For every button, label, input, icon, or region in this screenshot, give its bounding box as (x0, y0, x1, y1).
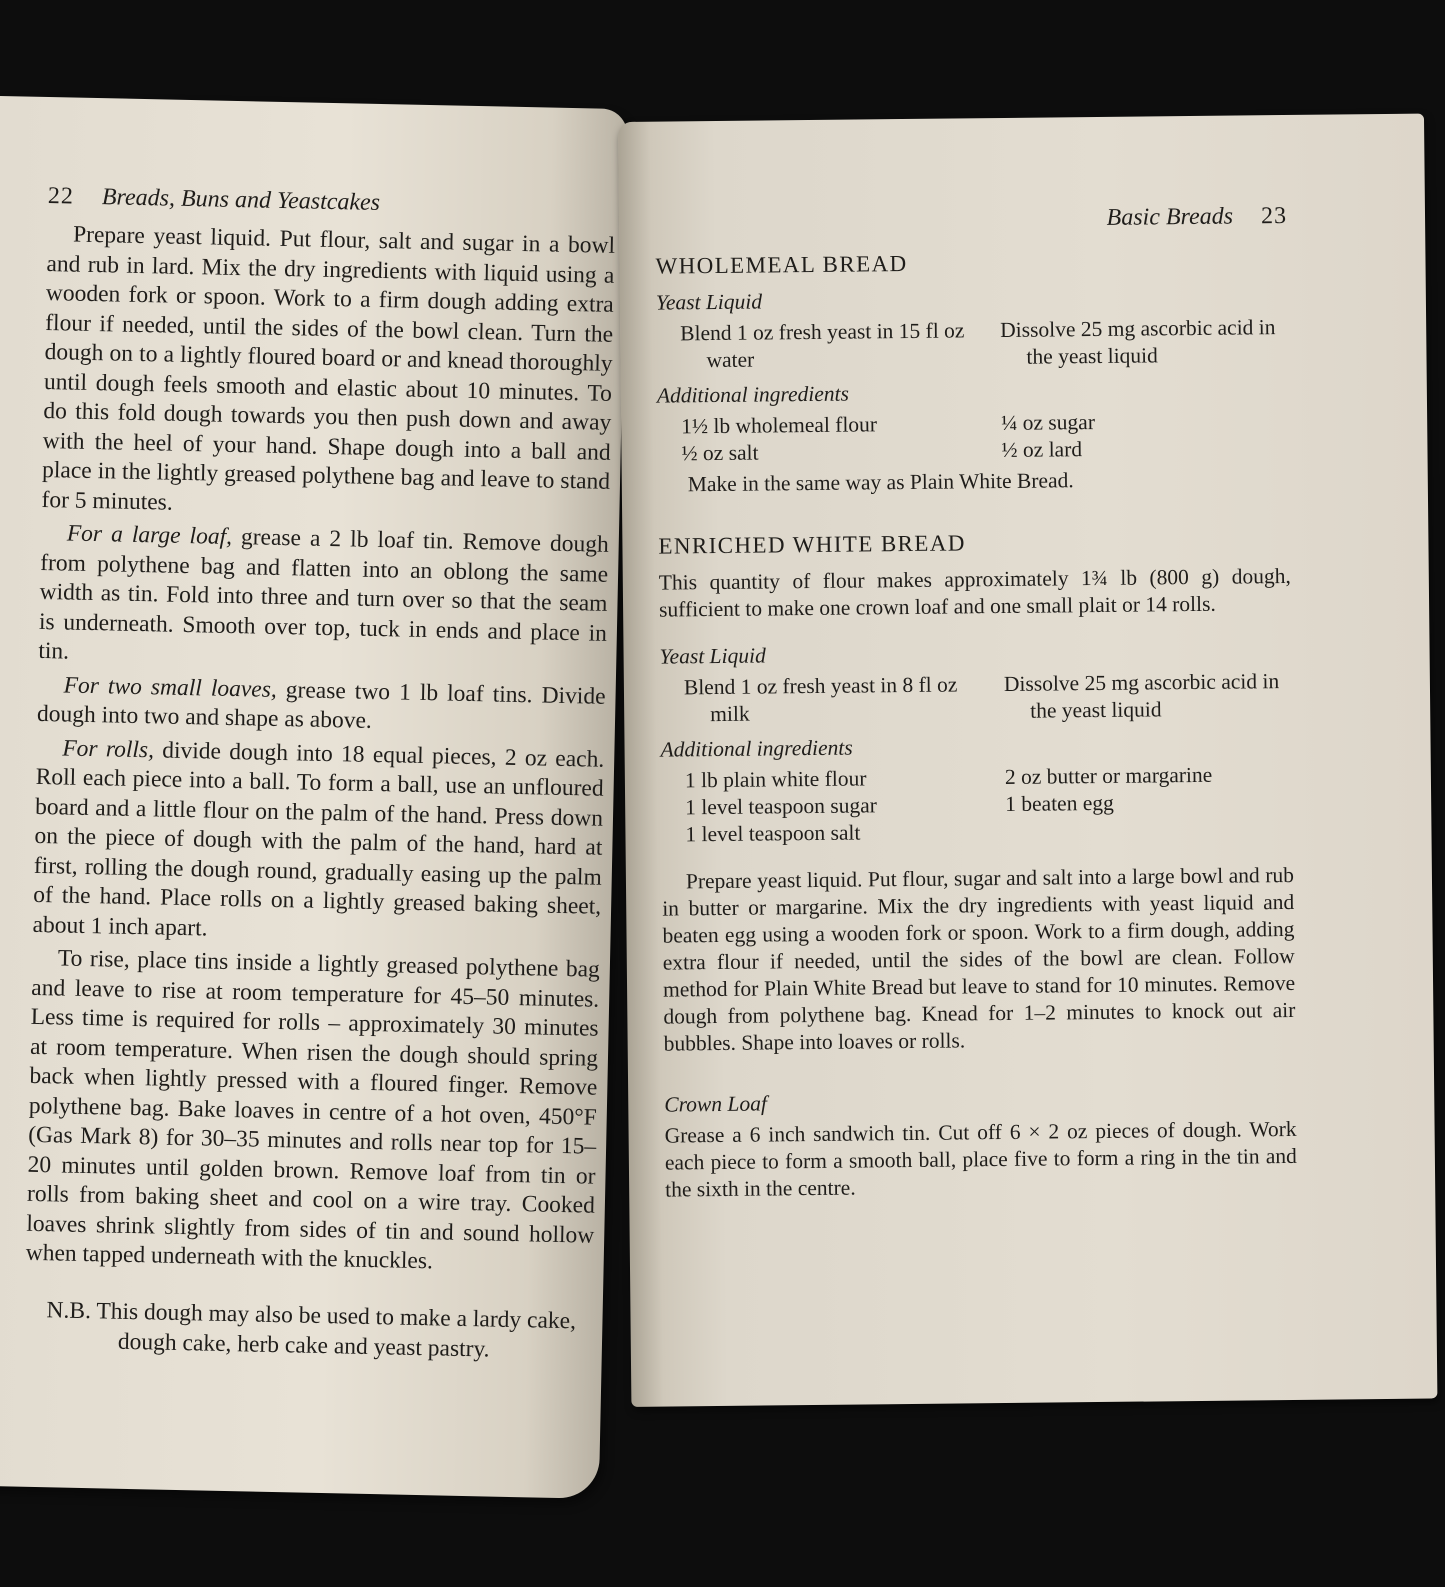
right-running-title: Basic Breads (1106, 203, 1234, 231)
enriched-yeast-liquid (684, 668, 1293, 728)
enriched-yeast-right: Dissolve 25 mg ascorbic acid in the yeast liquid (1003, 669, 1280, 723)
wholemeal-yeast-heading: Yeast Liquid (655, 289, 763, 315)
wholemeal-yeast-right: Dissolve 25 mg ascorbic acid in the yeast liquid (1000, 315, 1276, 369)
right-page-number: 23 (1260, 203, 1288, 230)
wholemeal-title: WHOLEMEAL BREAD (655, 250, 908, 279)
large-loaf-lead: For a large loaf, (66, 520, 233, 550)
paragraph-prepare: Prepare yeast liquid. Put flour, salt and sugar in a bowl and rub in lard. Mix the dry ingredients with liquid using a wooden fork or spoon. Work to a firm dough adding extra flour if needed, until the sides of the bowl clean. Turn the dough on to a lightly floured board or and knead thoroughly until dough feels smooth and elastic about 10 minutes. To do this fold dough towards you then push down and away with the heel of your hand. Shape dough into a ball and place in the lightly greased polythene bag and leave to stand for 5 minutes. (41, 221, 616, 516)
wholemeal-method: Make in the same way as Plain White Bread. (687, 468, 1074, 497)
enriched-ingredients-left (685, 764, 1006, 848)
small-loaves-lead: For two small loaves, (63, 671, 278, 703)
crown-loaf-text: Grease a 6 inch sandwich tin. Cut off 6 × 2 oz pieces of dough. Work each piece to form a smooth ball, place five to form a ring in the tin and the sixth in the centre. (664, 1116, 1297, 1202)
enriched-additional-heading: Additional ingredients (660, 735, 853, 762)
paragraph-rolls (32, 733, 604, 951)
enriched-method: Prepare yeast liquid. Put flour, sugar and salt into a large bowl and rub in butter or margarine. Mix the dry ingredients with yeast liquid and beaten egg using a wooden fork or spoon. Work to a firm dough, adding extra flour if needed, until the sides of the bowl are clean. Follow method for Plain White Bread but leave to stand for 10 minutes. Remove dough from polythene bag. Knead for 1–2 minutes to knock out air bubbles. Shape into loaves or rolls. (662, 862, 1296, 1056)
wholemeal-ingredients-right (1001, 407, 1290, 464)
nb-note (24, 1294, 593, 1366)
wholemeal-additional-heading: Additional ingredients (656, 381, 850, 408)
rolls-lead: For rolls, (62, 734, 155, 763)
wholemeal-ingredients-left (681, 410, 1002, 467)
ingredient: ½ oz lard (1001, 437, 1083, 463)
enriched-title: ENRICHED WHITE BREAD (658, 530, 966, 559)
paragraph-rise: To rise, place tins inside a lightly greased polythene bag and leave to rise at room temperature for 45–50 minutes. Less time is required for rolls – approximately 30 minutes at room temperature. When risen the dough should spring back when lightly pressed with a floured finger. Remove polythene bag. Bake loaves in centre of a hot oven, 450°F (Gas Mark 8) for 30–35 minutes and rolls near top for 15–20 minutes until golden brown. Remove loaf from tin or rolls from baking sheet and cool on a wire tray. Cooked loaves shrink slightly from sides of tin and sound hollow when tapped underneath with the knuckles. (25, 945, 601, 1275)
ingredient: 2 oz butter or margarine (1004, 762, 1213, 789)
enriched-yeast-heading: Yeast Liquid (659, 643, 766, 669)
nb-note-line2: dough cake, herb cake and yeast pastry. (117, 1328, 490, 1363)
wholemeal-ingredients (681, 407, 1290, 467)
enriched-ingredients (685, 761, 1294, 848)
crown-loaf-heading: Crown Loaf (664, 1091, 767, 1117)
nb-note-line1: N.B. This dough may also be used to make a lardy cake, (46, 1296, 577, 1334)
left-page-number: 22 (47, 183, 75, 210)
left-page-body (24, 220, 616, 1366)
ingredient: 1 beaten egg (1005, 790, 1114, 816)
small-loaves-text: grease two 1 lb loaf tins. Divide dough into two and shape as above. (36, 676, 606, 734)
rolls-text: divide dough into 18 equal pieces, 2 oz each. Roll each piece into a ball. To form a ball, use an unfloured board and a little flour on the palm of the hand. Press down on the piece of dough with the palm of the hand, hard at first, rolling the dough round, gradually easing up the palm of the hand. Place rolls on a lightly greased baking sheet, about 1 inch apart. (32, 736, 605, 942)
ingredient: 1 lb plain white flour (684, 766, 867, 793)
ingredient: ¼ oz sugar (1001, 410, 1096, 436)
enriched-intro: This quantity of flour makes approximately 1¾ lb (800 g) dough, sufficient to make one crown loaf and one small plait or 14 rolls. (658, 563, 1291, 622)
ingredient: 1 level teaspoon salt (685, 820, 861, 847)
ingredient: 1½ lb wholemeal flour (681, 412, 878, 439)
enriched-yeast-left: Blend 1 oz fresh yeast in 8 fl oz milk (683, 672, 958, 727)
right-running-head (655, 203, 1287, 237)
large-loaf-text: grease a 2 lb loaf tin. Remove dough from polythene bag and flatten into an oblong the same width as tin. Fold into three and turn over so that the seam is underneath. Smooth over top, tuck in ends and place in tin. (38, 523, 610, 665)
ingredient: ½ oz salt (681, 440, 759, 466)
ingredient: 1 level teaspoon sugar (685, 793, 877, 820)
left-running-title: Breads, Buns and Yeastcakes (101, 184, 381, 216)
right-page-body (655, 246, 1297, 1204)
wholemeal-yeast-left: Blend 1 oz fresh yeast in 15 fl oz water (680, 318, 965, 373)
enriched-ingredients-right (1005, 761, 1294, 845)
left-page (0, 96, 628, 1499)
wholemeal-yeast-liquid (680, 314, 1289, 374)
paragraph-small-loaves (37, 670, 606, 741)
paragraph-large-loaf (38, 519, 609, 678)
right-page (618, 114, 1437, 1407)
left-running-head (48, 183, 616, 222)
